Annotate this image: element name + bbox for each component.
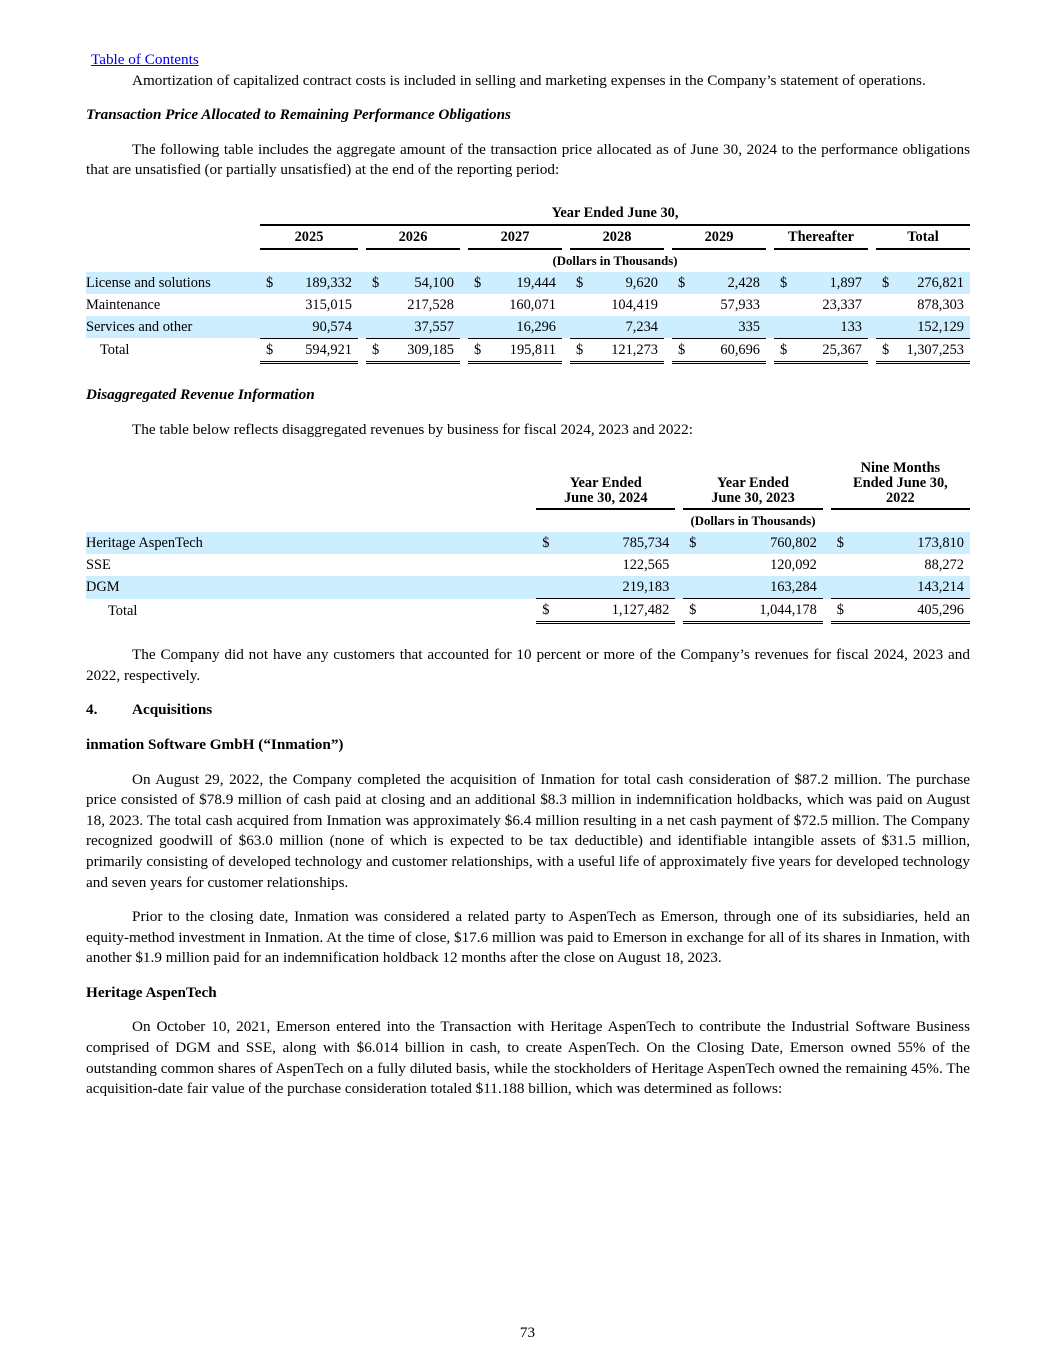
currency-symbol: $ — [683, 599, 703, 623]
cell-value: 163,284 — [703, 576, 823, 599]
cell-value: 37,557 — [386, 316, 460, 339]
table-of-contents-link[interactable]: Table of Contents — [91, 51, 199, 68]
currency-symbol: $ — [774, 338, 794, 362]
document-page — [86, 50, 970, 1100]
cell-value: 2,428 — [692, 272, 766, 294]
currency-symbol — [570, 316, 590, 339]
header-line: June 30, 2023 — [711, 490, 795, 507]
currency-symbol — [774, 294, 794, 316]
column-spacer — [675, 532, 683, 554]
column-spacer — [562, 225, 570, 249]
table2-row — [86, 554, 970, 576]
currency-symbol — [672, 316, 692, 339]
column-spacer — [823, 461, 831, 509]
header-line: Year Ended — [569, 475, 642, 492]
cell-value: 276,821 — [896, 272, 970, 294]
header-line: Nine Months — [860, 460, 941, 477]
currency-symbol — [260, 316, 280, 339]
cell-value: 1,897 — [794, 272, 868, 294]
table1-row — [86, 272, 970, 294]
currency-symbol — [876, 316, 896, 339]
column-spacer — [675, 599, 683, 623]
table2-row — [86, 576, 970, 599]
currency-symbol: $ — [366, 338, 386, 362]
header-line: Ended June 30, — [852, 475, 948, 492]
currency-symbol: $ — [536, 532, 556, 554]
column-spacer — [823, 532, 831, 554]
column-spacer — [766, 338, 774, 362]
currency-symbol — [672, 294, 692, 316]
section-heading-acquisitions — [86, 700, 970, 721]
currency-symbol — [831, 554, 851, 576]
column-spacer — [675, 461, 683, 509]
currency-symbol: $ — [468, 338, 488, 362]
row-label: Maintenance — [86, 296, 161, 313]
cell-value: 9,620 — [590, 272, 664, 294]
row-label: Heritage AspenTech — [86, 532, 536, 554]
currency-symbol: $ — [683, 532, 703, 554]
currency-symbol: $ — [570, 338, 590, 362]
table1-row — [86, 316, 970, 339]
header-line — [536, 461, 675, 476]
table1-column-header: 2026 — [366, 225, 460, 249]
column-spacer — [562, 272, 570, 294]
paragraph-transaction-price: The following table includes the aggregate amount of the transaction price allocated as of June 30, 2024 to the performance obligations that are unsatisfied (or partially unsatisfied) at the end of the reporting period: — [86, 140, 970, 179]
cell-value: 1,127,482 — [556, 599, 675, 623]
cell-value: 143,214 — [851, 576, 970, 599]
header-line: 2022 — [885, 490, 915, 507]
table2-column-header — [683, 461, 823, 509]
currency-symbol: $ — [570, 272, 590, 294]
paragraph-disaggregated-revenue: The table below reflects disaggregated revenues by business for fiscal 2024, 2023 and 2022: — [132, 420, 693, 438]
column-spacer — [868, 225, 876, 249]
currency-symbol — [260, 294, 280, 316]
currency-symbol: $ — [366, 272, 386, 294]
column-spacer — [766, 294, 774, 316]
column-spacer — [460, 272, 468, 294]
currency-symbol — [536, 554, 556, 576]
cell-value: 57,933 — [720, 296, 760, 313]
column-spacer — [675, 554, 683, 576]
currency-symbol: $ — [672, 338, 692, 362]
table1-total-row — [86, 338, 970, 362]
column-spacer — [664, 338, 672, 362]
cell-value: 195,811 — [488, 338, 562, 362]
column-spacer — [868, 338, 876, 362]
cell-value: 315,015 — [305, 296, 352, 313]
currency-symbol — [366, 316, 386, 339]
currency-symbol — [774, 316, 794, 339]
column-spacer — [664, 294, 672, 316]
paragraph-inmation-2: Prior to the closing date, Inmation was considered a related party to AspenTech as Emerson, through one of its subsidiaries, held an equity-method investment in Inmation. At the time of close, $17.6 million was paid to Emerson in exchange for all of its shares in Inmation, with another $1.9 million paid for an indemnification holdback 12 months after the close on August 18, 2023. — [86, 908, 970, 967]
table2-row — [86, 532, 970, 554]
table2-total-row — [86, 599, 970, 623]
table1-super-header: Year Ended June 30, — [260, 202, 970, 225]
row-label: SSE — [86, 557, 111, 574]
header-line — [683, 461, 823, 476]
page-number: 73 — [519, 1324, 536, 1341]
currency-symbol — [683, 576, 703, 599]
heading-transaction-price: Transaction Price Allocated to Remaining Performance Obligations — [86, 106, 511, 124]
currency-symbol — [468, 316, 488, 339]
currency-symbol: $ — [831, 532, 851, 554]
table1-column-header: 2029 — [672, 225, 766, 249]
heading-disaggregated-revenue: Disaggregated Revenue Information — [86, 385, 315, 403]
currency-symbol: $ — [672, 272, 692, 294]
cell-value: 594,921 — [280, 338, 358, 362]
section-number: 4. — [86, 701, 98, 719]
table1-column-header: 2025 — [260, 225, 358, 249]
table2-column-header — [536, 461, 675, 509]
heading-inmation: inmation Software GmbH (“Inmation”) — [86, 735, 344, 753]
paragraph-customers: The Company did not have any customers that accounted for 10 percent or more of the Company’s revenues for fiscal 2024, 2023 and 2022, respectively. — [86, 646, 970, 684]
currency-symbol: $ — [260, 338, 280, 362]
column-spacer — [562, 338, 570, 362]
currency-symbol — [683, 554, 703, 576]
currency-symbol — [536, 576, 556, 599]
cell-value: 16,296 — [488, 316, 562, 339]
cell-value: 405,296 — [851, 599, 970, 623]
cell-value: 152,129 — [896, 316, 970, 339]
currency-symbol: $ — [831, 599, 851, 623]
cell-value: 7,234 — [590, 316, 664, 339]
cell-value: 133 — [794, 316, 868, 339]
row-label: Services and other — [86, 316, 260, 339]
column-spacer — [823, 576, 831, 599]
cell-value: 54,100 — [386, 272, 460, 294]
currency-symbol — [366, 294, 386, 316]
currency-symbol: $ — [774, 272, 794, 294]
table1-column-header: Total — [876, 225, 970, 249]
cell-value: 104,419 — [611, 296, 658, 313]
column-spacer — [823, 599, 831, 623]
row-label: Total — [108, 602, 138, 619]
cell-value: 23,337 — [822, 296, 862, 313]
row-label: License and solutions — [86, 272, 260, 294]
paragraph-inmation-1: On August 29, 2022, the Company completed the acquisition of Inmation for total cash consideration of $87.2 million. The purchase price consisted of $78.9 million of cash paid at closing and an additional $8.3 million in indemnification holdbacks, which was paid on August 18, 2023. The total cash acquired from Inmation was approximately $6.4 million resulting in a net cash payment of $72.5 million. The Company recognized goodwill of $63.0 million (none of which is expected to be tax deductible) and identifiable intangible assets of $31.5 million, primarily consisting of developed technology and customer relationships, with a useful life of approximately five years for developed technology and seven years for customer relationships. — [86, 770, 970, 891]
column-spacer — [664, 225, 672, 249]
currency-symbol — [831, 576, 851, 599]
cell-value: 121,273 — [590, 338, 664, 362]
column-spacer — [868, 316, 876, 339]
column-spacer — [358, 225, 366, 249]
cell-value: 217,528 — [407, 296, 454, 313]
column-spacer — [358, 316, 366, 339]
cell-value: 219,183 — [556, 576, 675, 599]
section-title: Acquisitions — [132, 701, 213, 719]
column-spacer — [675, 576, 683, 599]
column-spacer — [823, 554, 831, 576]
row-label: DGM — [86, 576, 536, 599]
column-spacer — [562, 294, 570, 316]
cell-value: 335 — [692, 316, 766, 339]
cell-value: 60,696 — [692, 338, 766, 362]
paragraph-heritage-aspentech: On October 10, 2021, Emerson entered into the Transaction with Heritage AspenTech to contribute the Industrial Software Business comprised of DGM and SSE, along with $6.014 billion in cash, to create AspenTech. On the Closing Date, Emerson owned 55% of the outstanding common shares of AspenTech on a fully diluted basis, while the stockholders of Heritage AspenTech owned the remaining 45%. The acquisition-date fair value of the purchase consideration totaled $11.188 billion, which was determined as follows: — [86, 1018, 970, 1098]
cell-value: 760,802 — [703, 532, 823, 554]
column-spacer — [868, 294, 876, 316]
cell-value: 120,092 — [770, 557, 817, 574]
column-spacer — [460, 225, 468, 249]
row-label: Total — [100, 342, 130, 359]
cell-value: 88,272 — [924, 557, 964, 574]
cell-value: 309,185 — [386, 338, 460, 362]
cell-value: 122,565 — [622, 557, 670, 574]
cell-value: 173,810 — [851, 532, 970, 554]
header-line: Year Ended — [716, 475, 790, 492]
cell-value: 160,071 — [509, 296, 556, 313]
currency-symbol: $ — [876, 272, 896, 294]
currency-symbol: $ — [876, 338, 896, 362]
cell-value: 90,574 — [280, 316, 358, 339]
currency-symbol: $ — [468, 272, 488, 294]
column-spacer — [358, 294, 366, 316]
remaining-obligations-table — [86, 202, 970, 364]
currency-symbol: $ — [260, 272, 280, 294]
table1-row — [86, 294, 970, 316]
column-spacer — [766, 225, 774, 249]
cell-value: 1,307,253 — [896, 338, 970, 362]
currency-symbol — [468, 294, 488, 316]
table1-unit-note: (Dollars in Thousands) — [552, 253, 678, 268]
column-spacer — [664, 316, 672, 339]
cell-value: 19,444 — [488, 272, 562, 294]
table2-column-header — [831, 461, 970, 509]
column-spacer — [358, 272, 366, 294]
header-line: June 30, 2024 — [563, 490, 648, 507]
currency-symbol: $ — [536, 599, 556, 623]
table1-column-header: 2027 — [468, 225, 562, 249]
column-spacer — [562, 316, 570, 339]
column-spacer — [766, 316, 774, 339]
table2-unit-note: (Dollars in Thousands) — [690, 514, 816, 529]
column-spacer — [664, 272, 672, 294]
heading-heritage-aspentech: Heritage AspenTech — [86, 983, 217, 1001]
column-spacer — [766, 272, 774, 294]
column-spacer — [460, 338, 468, 362]
column-spacer — [358, 338, 366, 362]
table1-column-header: Thereafter — [774, 225, 868, 249]
column-spacer — [460, 294, 468, 316]
cell-value: 1,044,178 — [703, 599, 823, 623]
currency-symbol — [876, 294, 896, 316]
disaggregated-revenue-table — [86, 461, 970, 624]
table1-column-header: 2028 — [570, 225, 664, 249]
cell-value: 189,332 — [280, 272, 358, 294]
cell-value: 785,734 — [556, 532, 675, 554]
paragraph-amortization: Amortization of capitalized contract costs is included in selling and marketing expenses in the Company’s statement of operations. — [132, 71, 926, 89]
column-spacer — [460, 316, 468, 339]
column-spacer — [868, 272, 876, 294]
cell-value: 25,367 — [794, 338, 868, 362]
cell-value: 878,303 — [917, 296, 964, 313]
currency-symbol — [570, 294, 590, 316]
